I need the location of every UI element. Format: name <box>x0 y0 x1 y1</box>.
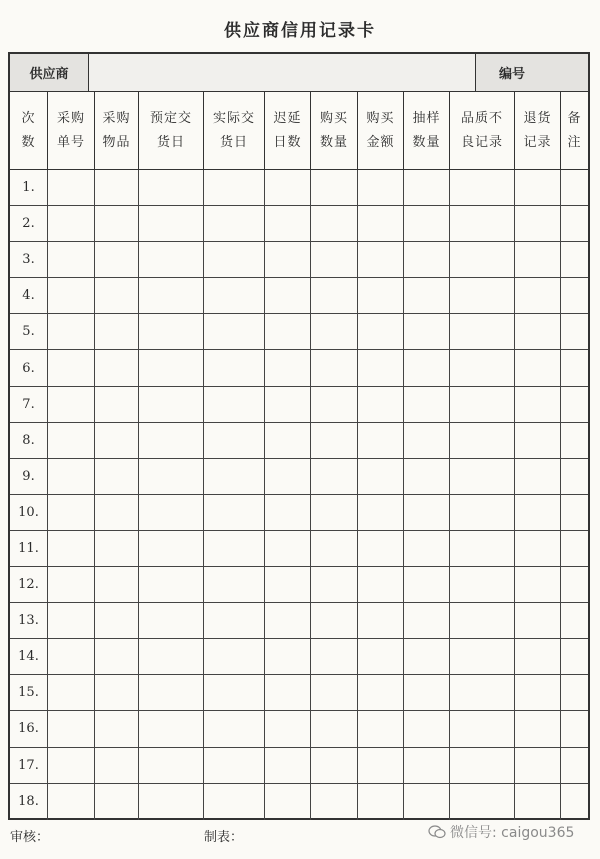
table-cell[interactable] <box>404 495 450 530</box>
table-cell[interactable] <box>204 675 265 710</box>
table-cell[interactable] <box>95 675 139 710</box>
table-row <box>10 531 588 567</box>
table-cell[interactable] <box>515 784 561 820</box>
table-cell[interactable] <box>204 531 265 566</box>
table-cell[interactable] <box>358 278 404 313</box>
table-cell[interactable] <box>95 314 139 349</box>
table-cell[interactable] <box>450 459 515 494</box>
row-number: 18. <box>10 784 48 820</box>
table-cell[interactable] <box>95 278 139 313</box>
table-cell[interactable] <box>515 387 561 422</box>
table-cell[interactable] <box>561 278 588 313</box>
table-cell[interactable] <box>561 603 588 638</box>
table-cell[interactable] <box>48 784 95 820</box>
table-cell[interactable] <box>265 242 311 277</box>
table-cell[interactable] <box>358 170 404 205</box>
table-cell[interactable] <box>561 350 588 385</box>
table-cell[interactable] <box>515 639 561 674</box>
table-cell[interactable] <box>204 748 265 783</box>
table-cell[interactable] <box>450 784 515 820</box>
number-label: 编号 <box>476 54 548 91</box>
table-cell[interactable] <box>358 314 404 349</box>
table-cell[interactable] <box>95 423 139 458</box>
table-cell[interactable] <box>204 314 265 349</box>
table-cell[interactable] <box>139 459 204 494</box>
table-cell[interactable] <box>48 495 95 530</box>
table-cell[interactable] <box>139 639 204 674</box>
row-number: 2. <box>10 206 48 241</box>
column-header-row <box>10 92 588 170</box>
table-cell[interactable] <box>561 206 588 241</box>
table-cell[interactable] <box>139 531 204 566</box>
table-row <box>10 567 588 603</box>
column-header: 实际交 货日 <box>204 92 265 169</box>
table-cell[interactable] <box>358 748 404 783</box>
table-row <box>10 206 588 242</box>
table-cell[interactable] <box>515 350 561 385</box>
table-cell[interactable] <box>561 639 588 674</box>
table-cell[interactable] <box>311 170 358 205</box>
table-cell[interactable] <box>561 387 588 422</box>
table-cell[interactable] <box>358 350 404 385</box>
table-cell[interactable] <box>265 531 311 566</box>
table-cell[interactable] <box>450 314 515 349</box>
row-number: 12. <box>10 567 48 602</box>
table-cell[interactable] <box>515 278 561 313</box>
table-cell[interactable] <box>265 784 311 820</box>
table-cell[interactable] <box>139 784 204 820</box>
table-row <box>10 242 588 278</box>
table-cell[interactable] <box>48 748 95 783</box>
table-cell[interactable] <box>139 711 204 746</box>
table-cell[interactable] <box>450 711 515 746</box>
table-cell[interactable] <box>561 711 588 746</box>
table-cell[interactable] <box>515 603 561 638</box>
table-cell[interactable] <box>48 387 95 422</box>
table-cell[interactable] <box>48 206 95 241</box>
table-cell[interactable] <box>139 423 204 458</box>
table-cell[interactable] <box>358 387 404 422</box>
table-cell[interactable] <box>139 567 204 602</box>
table-cell[interactable] <box>48 567 95 602</box>
page-title: 供应商信用记录卡 <box>224 21 376 41</box>
table-cell[interactable] <box>139 206 204 241</box>
table-cell[interactable] <box>95 242 139 277</box>
column-header: 次 数 <box>10 92 48 169</box>
table-cell[interactable] <box>404 242 450 277</box>
column-header: 采购 单号 <box>48 92 95 169</box>
table-cell[interactable] <box>515 459 561 494</box>
table-cell[interactable] <box>204 639 265 674</box>
table-cell[interactable] <box>265 459 311 494</box>
table-cell[interactable] <box>311 350 358 385</box>
table-cell[interactable] <box>515 206 561 241</box>
table-cell[interactable] <box>204 387 265 422</box>
table-cell[interactable] <box>265 314 311 349</box>
table-cell[interactable] <box>450 531 515 566</box>
number-field[interactable] <box>548 54 588 91</box>
column-header: 抽样 数量 <box>404 92 450 169</box>
table-cell[interactable] <box>311 423 358 458</box>
table-cell[interactable] <box>561 748 588 783</box>
column-header: 预定交 货日 <box>139 92 204 169</box>
table-cell[interactable] <box>515 314 561 349</box>
table-cell[interactable] <box>311 531 358 566</box>
table-cell[interactable] <box>95 639 139 674</box>
table-cell[interactable] <box>404 387 450 422</box>
table-cell[interactable] <box>95 350 139 385</box>
table-cell[interactable] <box>48 603 95 638</box>
table-cell[interactable] <box>311 314 358 349</box>
table-cell[interactable] <box>404 459 450 494</box>
table-cell[interactable] <box>311 639 358 674</box>
table-row <box>10 387 588 423</box>
table-cell[interactable] <box>358 639 404 674</box>
table-cell[interactable] <box>95 170 139 205</box>
table-cell[interactable] <box>265 567 311 602</box>
table-cell[interactable] <box>48 423 95 458</box>
table-cell[interactable] <box>204 459 265 494</box>
table-cell[interactable] <box>265 748 311 783</box>
table-cell[interactable] <box>358 242 404 277</box>
table-cell[interactable] <box>561 567 588 602</box>
supplier-field[interactable] <box>89 54 476 91</box>
table-cell[interactable] <box>561 459 588 494</box>
table-cell[interactable] <box>515 567 561 602</box>
table-cell[interactable] <box>450 603 515 638</box>
table-row <box>10 675 588 711</box>
watermark-text: 微信号: caigou365 <box>450 825 575 841</box>
table-cell[interactable] <box>95 531 139 566</box>
table-cell[interactable] <box>265 639 311 674</box>
table-cell[interactable] <box>404 350 450 385</box>
table-cell[interactable] <box>515 170 561 205</box>
table-cell[interactable] <box>515 242 561 277</box>
row-number: 11. <box>10 531 48 566</box>
table-cell[interactable] <box>358 711 404 746</box>
audit-label: 审核： <box>10 830 50 845</box>
table-row <box>10 314 588 350</box>
column-header: 购买 金额 <box>358 92 404 169</box>
row-number: 16. <box>10 711 48 746</box>
table-cell[interactable] <box>450 748 515 783</box>
table-cell[interactable] <box>204 170 265 205</box>
table-cell[interactable] <box>265 711 311 746</box>
table-cell[interactable] <box>311 459 358 494</box>
table-row <box>10 784 588 820</box>
table-cell[interactable] <box>404 314 450 349</box>
column-header: 品质不 良记录 <box>450 92 515 169</box>
table-cell[interactable] <box>139 603 204 638</box>
row-number: 13. <box>10 603 48 638</box>
table-cell[interactable] <box>561 784 588 820</box>
table-cell[interactable] <box>311 206 358 241</box>
table-body <box>10 170 588 820</box>
table-cell[interactable] <box>358 423 404 458</box>
table-cell[interactable] <box>515 423 561 458</box>
row-number: 8. <box>10 423 48 458</box>
table-cell[interactable] <box>204 423 265 458</box>
table-cell[interactable] <box>48 278 95 313</box>
table-cell[interactable] <box>311 495 358 530</box>
supplier-label: 供应商 <box>10 54 89 91</box>
table-row <box>10 423 588 459</box>
column-header: 采购 物品 <box>95 92 139 169</box>
column-header: 购买 数量 <box>311 92 358 169</box>
table-cell[interactable] <box>48 350 95 385</box>
table-cell[interactable] <box>450 242 515 277</box>
row-number: 17. <box>10 748 48 783</box>
supplier-header-row <box>10 54 588 92</box>
row-number: 15. <box>10 675 48 710</box>
table-cell[interactable] <box>311 387 358 422</box>
table-cell[interactable] <box>48 639 95 674</box>
table-cell[interactable] <box>311 278 358 313</box>
table-cell[interactable] <box>404 278 450 313</box>
row-number: 7. <box>10 387 48 422</box>
table-cell[interactable] <box>139 314 204 349</box>
table-row <box>10 639 588 675</box>
table-cell[interactable] <box>311 711 358 746</box>
row-number: 4. <box>10 278 48 313</box>
table-cell[interactable] <box>515 748 561 783</box>
row-number: 3. <box>10 242 48 277</box>
table-cell[interactable] <box>48 170 95 205</box>
table-cell[interactable] <box>204 784 265 820</box>
table-cell[interactable] <box>139 170 204 205</box>
table-cell[interactable] <box>265 603 311 638</box>
row-number: 9. <box>10 459 48 494</box>
table-row <box>10 711 588 747</box>
table-cell[interactable] <box>404 603 450 638</box>
table-cell[interactable] <box>265 350 311 385</box>
table-cell[interactable] <box>95 784 139 820</box>
table-cell[interactable] <box>561 170 588 205</box>
table-cell[interactable] <box>450 170 515 205</box>
table-cell[interactable] <box>358 675 404 710</box>
column-header: 迟延 日数 <box>265 92 311 169</box>
table-cell[interactable] <box>358 531 404 566</box>
table-cell[interactable] <box>95 459 139 494</box>
table-cell[interactable] <box>48 242 95 277</box>
table-cell[interactable] <box>450 567 515 602</box>
table-cell[interactable] <box>204 350 265 385</box>
table-cell[interactable] <box>139 748 204 783</box>
table-cell[interactable] <box>95 567 139 602</box>
table-cell[interactable] <box>450 278 515 313</box>
table-cell[interactable] <box>358 603 404 638</box>
table-cell[interactable] <box>561 423 588 458</box>
table-cell[interactable] <box>204 603 265 638</box>
table-cell[interactable] <box>358 206 404 241</box>
table-cell[interactable] <box>561 531 588 566</box>
table-cell[interactable] <box>311 675 358 710</box>
table-cell[interactable] <box>265 495 311 530</box>
table-cell[interactable] <box>561 242 588 277</box>
row-number: 14. <box>10 639 48 674</box>
table-cell[interactable] <box>204 242 265 277</box>
credit-record-table <box>8 52 590 820</box>
table-cell[interactable] <box>265 206 311 241</box>
table-cell[interactable] <box>561 495 588 530</box>
table-cell[interactable] <box>450 495 515 530</box>
table-cell[interactable] <box>450 350 515 385</box>
table-cell[interactable] <box>450 423 515 458</box>
table-cell[interactable] <box>204 206 265 241</box>
table-cell[interactable] <box>561 675 588 710</box>
table-cell[interactable] <box>450 387 515 422</box>
table-cell[interactable] <box>404 711 450 746</box>
table-row <box>10 748 588 784</box>
table-cell[interactable] <box>358 784 404 820</box>
table-cell[interactable] <box>139 387 204 422</box>
table-cell[interactable] <box>48 314 95 349</box>
table-row <box>10 603 588 639</box>
table-cell[interactable] <box>450 639 515 674</box>
table-row <box>10 459 588 495</box>
table-cell[interactable] <box>404 675 450 710</box>
watermark <box>428 822 574 842</box>
table-cell[interactable] <box>95 748 139 783</box>
table-cell[interactable] <box>95 711 139 746</box>
table-cell[interactable] <box>311 784 358 820</box>
table-cell[interactable] <box>404 748 450 783</box>
table-cell[interactable] <box>404 639 450 674</box>
table-row <box>10 170 588 206</box>
table-cell[interactable] <box>204 711 265 746</box>
table-cell[interactable] <box>515 495 561 530</box>
table-cell[interactable] <box>139 278 204 313</box>
table-cell[interactable] <box>265 675 311 710</box>
table-row <box>10 278 588 314</box>
row-number: 5. <box>10 314 48 349</box>
row-number: 10. <box>10 495 48 530</box>
table-cell[interactable] <box>48 675 95 710</box>
table-cell[interactable] <box>95 387 139 422</box>
table-cell[interactable] <box>515 675 561 710</box>
table-cell[interactable] <box>404 531 450 566</box>
table-cell[interactable] <box>204 567 265 602</box>
table-cell[interactable] <box>139 242 204 277</box>
row-number: 1. <box>10 170 48 205</box>
table-cell[interactable] <box>204 278 265 313</box>
table-cell[interactable] <box>515 531 561 566</box>
table-cell[interactable] <box>450 206 515 241</box>
table-row <box>10 495 588 531</box>
table-row <box>10 350 588 386</box>
table-cell[interactable] <box>561 314 588 349</box>
table-cell[interactable] <box>265 278 311 313</box>
table-cell[interactable] <box>515 711 561 746</box>
table-cell[interactable] <box>95 206 139 241</box>
table-cell[interactable] <box>404 567 450 602</box>
table-cell[interactable] <box>404 784 450 820</box>
table-cell[interactable] <box>48 711 95 746</box>
table-cell[interactable] <box>265 387 311 422</box>
table-cell[interactable] <box>450 675 515 710</box>
table-cell[interactable] <box>265 423 311 458</box>
column-header: 备 注 <box>567 110 582 150</box>
table-cell[interactable] <box>95 495 139 530</box>
table-cell[interactable] <box>311 748 358 783</box>
table-cell[interactable] <box>204 495 265 530</box>
table-cell[interactable] <box>358 459 404 494</box>
row-number: 6. <box>10 350 48 385</box>
table-cell[interactable] <box>95 603 139 638</box>
table-cell[interactable] <box>404 423 450 458</box>
table-cell[interactable] <box>48 459 95 494</box>
table-cell[interactable] <box>358 495 404 530</box>
table-cell[interactable] <box>311 242 358 277</box>
table-cell[interactable] <box>404 206 450 241</box>
table-cell[interactable] <box>265 170 311 205</box>
table-cell[interactable] <box>139 675 204 710</box>
table-cell[interactable] <box>311 603 358 638</box>
table-cell[interactable] <box>139 495 204 530</box>
wechat-icon <box>428 825 446 839</box>
table-cell[interactable] <box>139 350 204 385</box>
table-cell[interactable] <box>311 567 358 602</box>
table-cell[interactable] <box>48 531 95 566</box>
table-cell[interactable] <box>358 567 404 602</box>
maker-label: 制表： <box>204 830 244 845</box>
table-cell[interactable] <box>404 170 450 205</box>
column-header: 退货 记录 <box>515 92 561 169</box>
